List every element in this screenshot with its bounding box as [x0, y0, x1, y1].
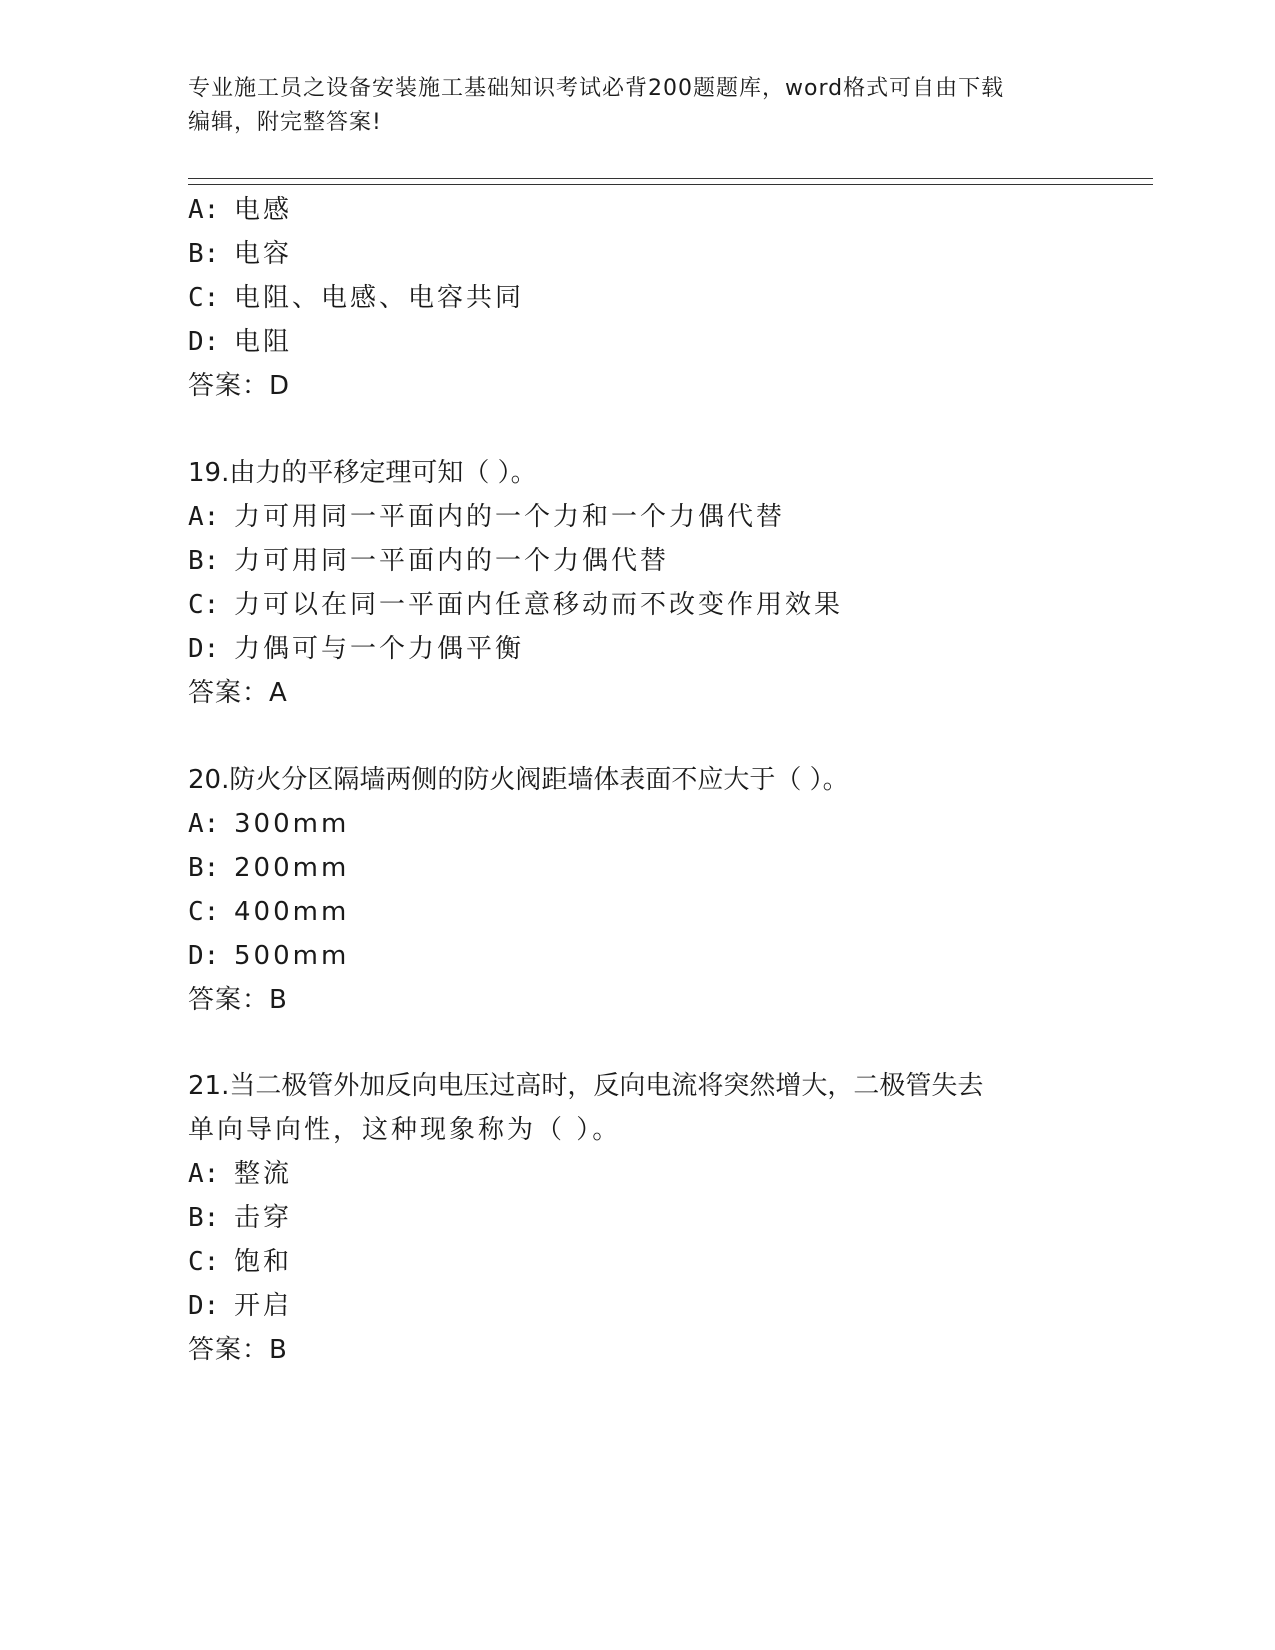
q19-stem: 19.由力的平移定理可知（ ）。 — [188, 458, 537, 488]
option-letter: B: — [188, 239, 220, 269]
option-text: 力可用同一平面内的一个力和一个力偶代替 — [234, 502, 786, 532]
q21-option-c — [188, 1244, 292, 1280]
option-text: 击穿 — [234, 1203, 293, 1233]
q18-answer: 答案：D — [188, 371, 291, 401]
option-letter: A: — [188, 502, 220, 532]
q19-option-c — [188, 587, 843, 623]
q21-option-d — [188, 1288, 292, 1324]
q20-option-b — [188, 850, 349, 886]
option-letter: C: — [188, 283, 220, 313]
option-letter: B: — [188, 853, 220, 883]
option-text: 力偶可与一个力偶平衡 — [234, 634, 525, 664]
q20-stem: 20.防火分区隔墙两侧的防火阀距墙体表面不应大于（ ）。 — [188, 765, 849, 795]
option-letter: D: — [188, 634, 220, 664]
q18-option-c — [188, 280, 524, 316]
option-letter: A: — [188, 195, 220, 225]
q20-option-d — [188, 938, 349, 974]
option-letter: C: — [188, 1247, 220, 1277]
option-text: 饱和 — [234, 1247, 293, 1277]
option-letter: D: — [188, 1291, 220, 1321]
option-letter: A: — [188, 1159, 220, 1189]
q20-option-c — [188, 894, 349, 930]
option-text: 电容 — [234, 239, 293, 269]
q21-answer: 答案：B — [188, 1335, 288, 1365]
option-text: 电感 — [234, 195, 293, 225]
document-header — [188, 72, 1088, 140]
q19-option-a — [188, 499, 785, 535]
q18-option-b — [188, 236, 292, 272]
option-text: 开启 — [234, 1291, 293, 1321]
option-text: 力可以在同一平面内任意移动而不改变作用效果 — [234, 590, 844, 620]
option-text: 500mm — [234, 941, 350, 971]
q18-option-d — [188, 324, 292, 360]
q21-option-b — [188, 1200, 292, 1236]
q19-option-b — [188, 543, 669, 579]
header-divider — [188, 178, 1153, 185]
option-letter: A: — [188, 809, 220, 839]
q19-option-d — [188, 631, 524, 667]
option-letter: D: — [188, 941, 220, 971]
option-text: 300mm — [234, 809, 350, 839]
option-letter: C: — [188, 897, 220, 927]
option-letter: D: — [188, 327, 220, 357]
option-text: 电阻、电感、电容共同 — [234, 283, 525, 313]
option-text: 力可用同一平面内的一个力偶代替 — [234, 546, 670, 576]
header-line-1: 专业施工员之设备安装施工基础知识考试必背200题题库，word格式可自由下载 — [188, 76, 1005, 101]
option-text: 400mm — [234, 897, 350, 927]
header-line-2: 编辑，附完整答案! — [188, 110, 382, 135]
q21-stem-line-2: 单向导向性，这种现象称为（ ）。 — [188, 1115, 622, 1145]
option-letter: C: — [188, 590, 220, 620]
option-text: 整流 — [234, 1159, 293, 1189]
option-text: 200mm — [234, 853, 350, 883]
q21-stem-line-1: 21.当二极管外加反向电压过高时，反向电流将突然增大，二极管失去 — [188, 1071, 984, 1101]
option-letter: B: — [188, 546, 220, 576]
q19-answer: 答案：A — [188, 678, 288, 708]
q21-option-a — [188, 1156, 292, 1192]
option-text: 电阻 — [234, 327, 293, 357]
q20-answer: 答案：B — [188, 985, 288, 1015]
q20-option-a — [188, 806, 349, 842]
q18-option-a — [188, 192, 292, 228]
option-letter: B: — [188, 1203, 220, 1233]
